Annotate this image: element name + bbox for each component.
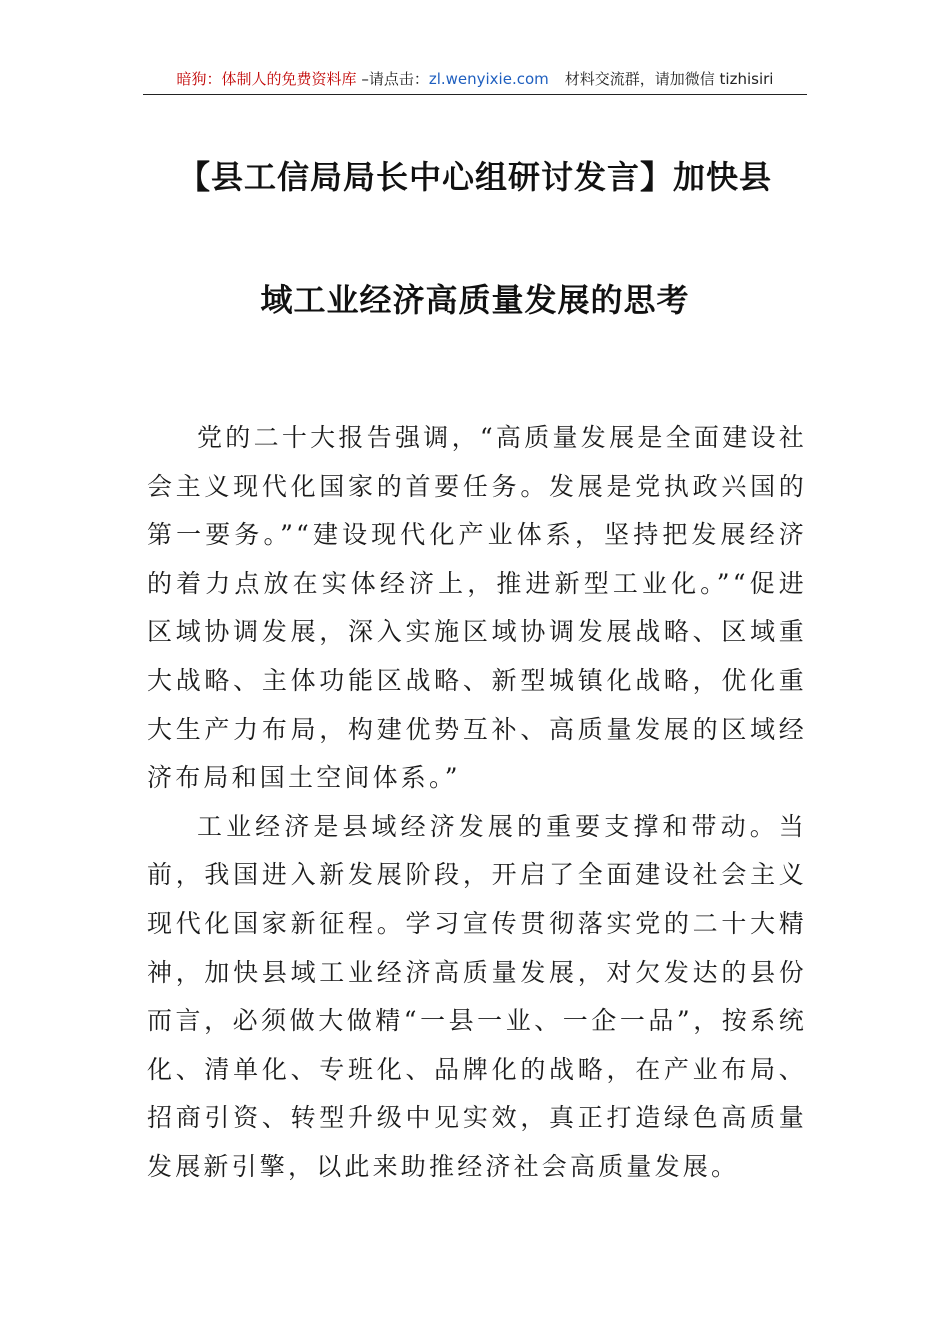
header-brand: 暗狗：体制人的免费资料库 bbox=[176, 70, 357, 88]
header-url-link[interactable]: zl.wenyixie.com bbox=[428, 70, 549, 88]
document-title-line-1: 【县工信局局长中心组研讨发言】加快县 bbox=[177, 158, 772, 196]
document-title-line-2: 域工业经济高质量发展的思考 bbox=[260, 281, 690, 319]
paragraph-2: 工业经济是县域经济发展的重要支撑和带动。当前，我国进入新发展阶段，开启了全面建设社会主义现代化国家新征程。学习宣传贯彻落实党的二十大精神，加快县域工业经济高质量发展，对欠发达的县份而言，必须做大做精“一县一业、一企一品”，按系统化、清单化、专班化、品牌化的战略，在产业布局、招商引资、转型升级中见实效，真正打造绿色高质量发展新引擎，以此来助推经济社会高质量发展。 bbox=[147, 811, 807, 1181]
header-prompt: –请点击： bbox=[356, 70, 429, 88]
document-body bbox=[147, 414, 807, 1192]
page-header bbox=[143, 68, 807, 95]
paragraph-1: 党的二十大报告强调，“高质量发展是全面建设社会主义现代化国家的首要任务。发展是党执政兴国的第一要务。”“建设现代化产业体系，坚持把发展经济的着力点放在实体经济上，推进新型工业化。”“促进区域协调发展，深入实施区域协调发展战略、区域重大战略、主体功能区战略、新型城镇化战略，优化重大生产力布局，构建优势互补、高质量发展的区域经济布局和国土空间体系。” bbox=[147, 423, 807, 793]
header-wechat-group: 材料交流群，请加微信 tizhisiri bbox=[564, 70, 774, 88]
